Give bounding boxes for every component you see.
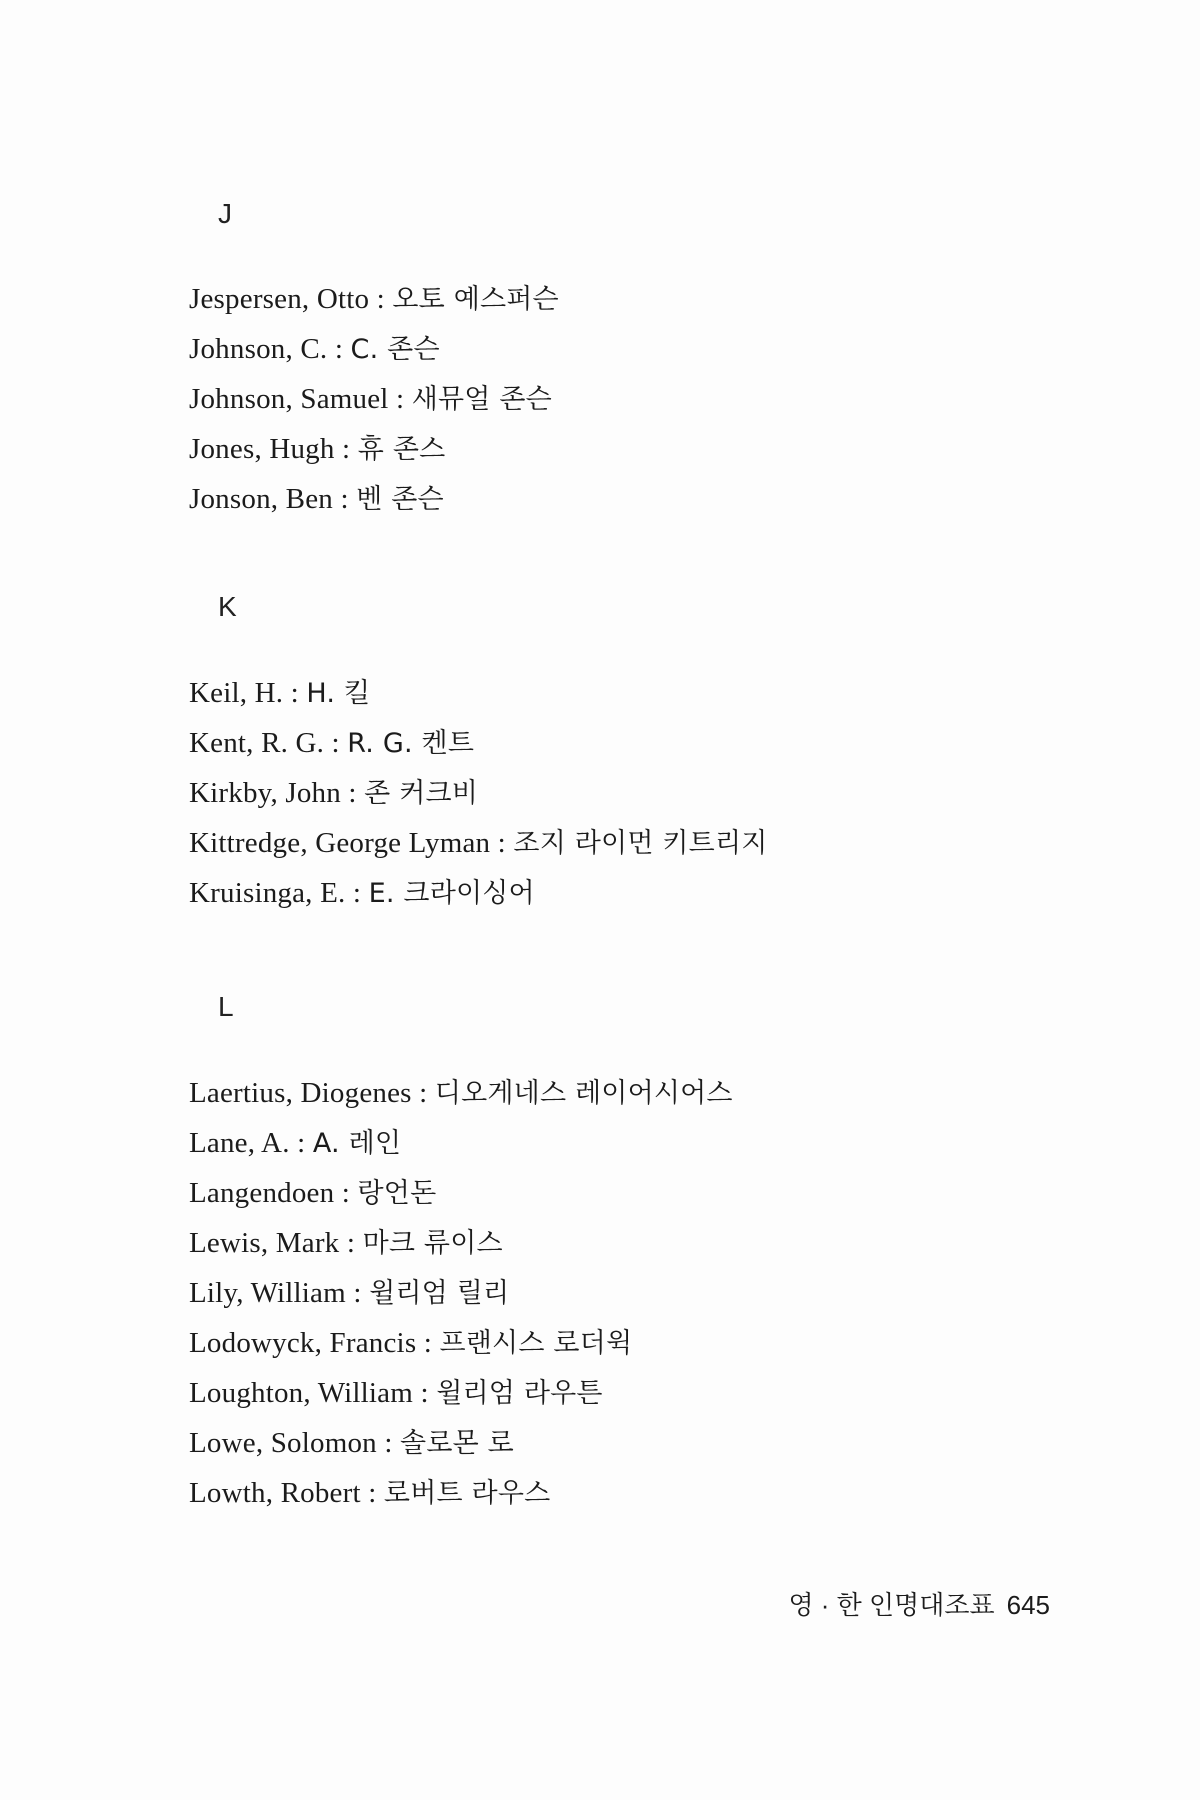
separator: : [327,333,351,365]
korean-name: 존 커크비 [364,778,479,809]
separator: : [345,1277,370,1309]
index-entry [189,1418,733,1468]
separator: : [490,827,514,859]
index-entry [189,1468,733,1518]
separator: : [334,433,358,465]
english-name: Lodowyck, Francis [189,1327,417,1359]
index-entry [189,1318,733,1368]
separator: : [334,1177,358,1209]
section-heading-k: K [218,591,237,622]
index-entry [189,1218,733,1268]
separator: : [289,1127,313,1159]
page-number: 645 [1006,1590,1050,1620]
korean-name: E. 크라이싱어 [368,878,535,909]
english-name: Lewis, Mark [189,1227,340,1259]
page-footer [788,1588,1050,1622]
korean-name: 오토 예스퍼슨 [392,284,559,315]
entry-list-k [189,668,768,918]
index-entry [189,374,559,424]
english-name: Jespersen, Otto [189,283,370,315]
separator: : [411,1077,435,1109]
english-name: Jonson, Ben [189,483,333,515]
index-entry [189,474,559,524]
english-name: Lily, William [189,1277,346,1309]
korean-name: 새뮤얼 존슨 [411,384,552,415]
index-entry [189,868,768,918]
entry-list-j [189,274,559,524]
korean-name: 조지 라이먼 키트리지 [513,828,768,859]
english-name: Kittredge, George Lyman [189,827,491,859]
index-entry [189,1118,733,1168]
section-heading-j: J [218,198,232,229]
english-name: Lowe, Solomon [189,1427,377,1459]
english-name: Langendoen [189,1177,335,1209]
english-name: Laertius, Diogenes [189,1077,412,1109]
korean-name: C. 존슨 [350,334,440,365]
english-name: Kirkby, John [189,777,341,809]
english-name: Johnson, Samuel [189,383,389,415]
korean-name: 윌리엄 릴리 [369,1278,510,1309]
index-entry [189,1168,733,1218]
korean-name: 디오게네스 레이어시어스 [434,1078,733,1109]
section-heading-l: L [218,991,234,1022]
separator: : [416,1327,440,1359]
korean-name: 윌리엄 라우튼 [436,1378,603,1409]
english-name: Kruisinga, E. [189,877,346,909]
index-entry [189,1068,733,1118]
index-entry [189,274,559,324]
running-footer-title: 영 · 한 인명대조표 [788,1590,995,1620]
english-name: Jones, Hugh [189,433,335,465]
separator: : [360,1477,384,1509]
korean-name: 로버트 라우스 [383,1478,551,1509]
separator: : [388,383,412,415]
entry-list-l [189,1068,733,1518]
english-name: Lane, A. [189,1127,290,1159]
korean-name: 프랜시스 로더윅 [439,1328,633,1359]
korean-name: 마크 류이스 [362,1228,503,1259]
separator: : [333,483,357,515]
separator: : [369,283,393,315]
index-entry [189,324,559,374]
english-name: Johnson, C. [189,333,328,365]
english-name: Loughton, William [189,1377,414,1409]
index-entry [189,1368,733,1418]
separator: : [345,877,369,909]
index-entry [189,1268,733,1318]
separator: : [283,677,307,709]
index-entry [189,668,768,718]
index-entry [189,818,768,868]
korean-name: 랑언돈 [357,1178,437,1209]
index-entry [189,768,768,818]
separator: : [376,1427,401,1459]
korean-name: 휴 존스 [357,434,446,465]
separator: : [413,1377,437,1409]
separator: : [339,1227,363,1259]
separator: : [324,727,348,759]
korean-name: A. 레인 [312,1128,402,1159]
english-name: Kent, R. G. [189,727,325,759]
korean-name: 벤 존슨 [356,484,444,515]
index-entry [189,718,768,768]
english-name: Lowth, Robert [189,1477,361,1509]
english-name: Keil, H. [189,677,284,709]
separator: : [340,777,365,809]
korean-name: H. 킬 [306,678,371,709]
korean-name: 솔로몬 로 [400,1428,514,1459]
index-entry [189,424,559,474]
korean-name: R. G. 켄트 [347,728,475,759]
